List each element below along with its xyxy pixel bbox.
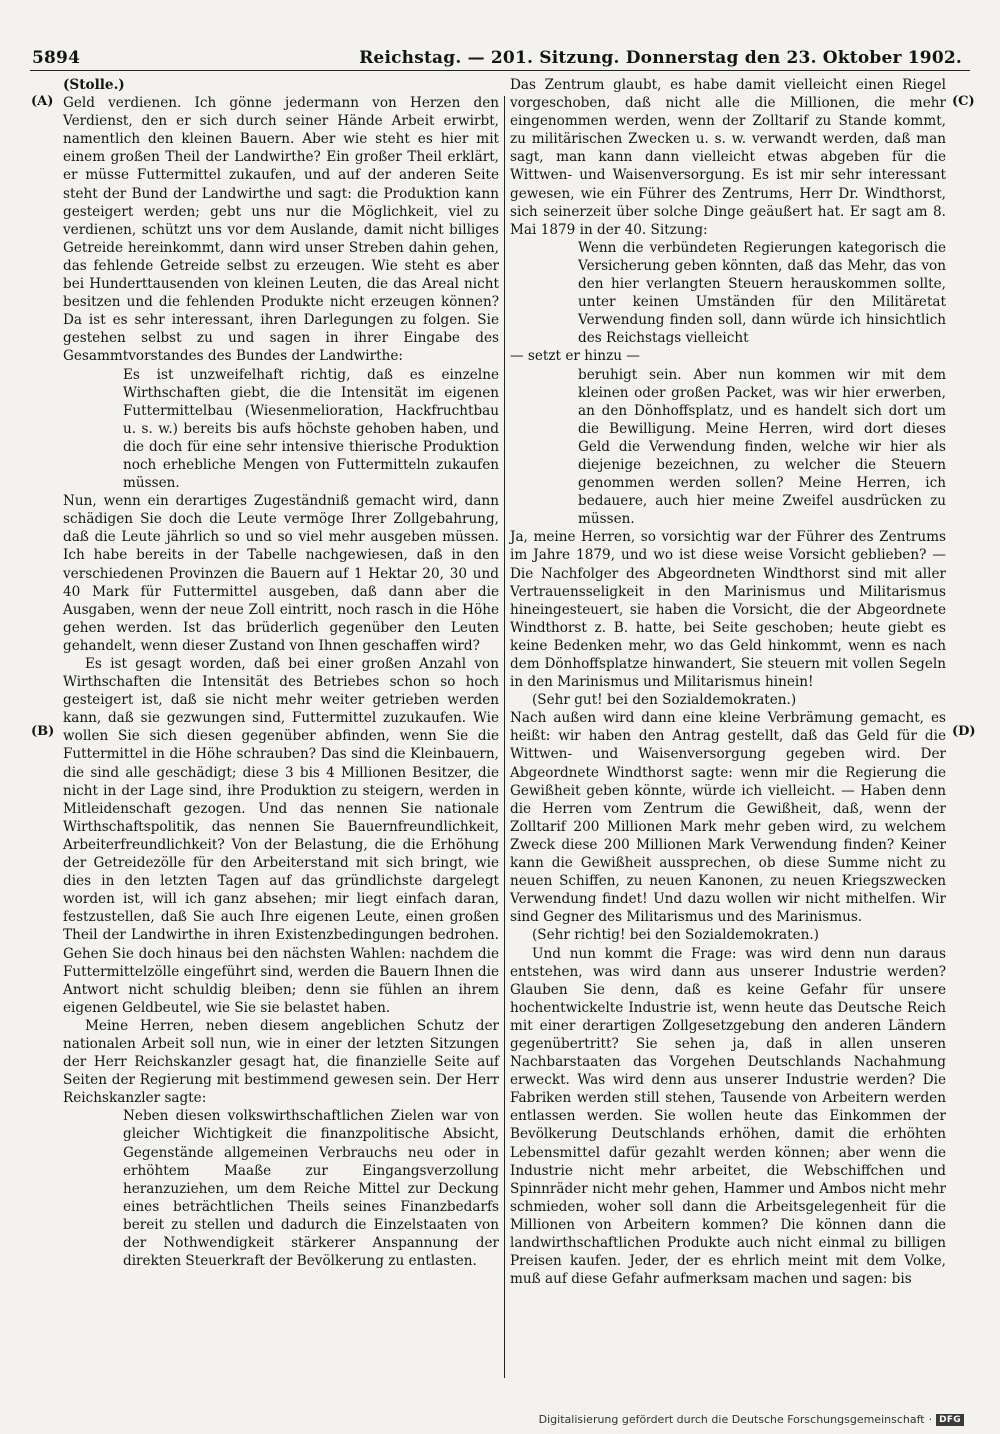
digitization-footer	[539, 1413, 964, 1426]
applause-note: (Sehr gut! bei den Sozialdemokraten.)	[532, 692, 797, 709]
quotation: Neben diesen volkswirthschaftlichen Zielen war von gleicher Wichtigkeit die finanzpolitische Absicht, Gegenstände allgemeinen Verbrauchs neu oder in erhöhtem Maaße zur Eingangsverzollung heranzuziehen, um dem Reiche Mittel zur Deckung eines beträchtlichen Theils seines Finanzbedarfs bereit zu stellen und dadurch die Einzelstaaten von der Nothwendigkeit stärkerer Anspannung der direkten Steuerkraft der Bevölkerung zu entlasten.	[123, 1108, 499, 1270]
applause-note: (Sehr richtig! bei den Sozialdemokraten.)	[532, 927, 819, 944]
speaker-label: (Stolle.)	[63, 77, 125, 93]
column-divider	[504, 96, 505, 1378]
paragraph: Meine Herren, neben diesem angeblichen Schutz der nationalen Arbeit soll nun, wie in einer der letzten Sitzungen der Herr Reichskanzler gesagt hat, die finanzielle Seite auf Seiten der Regierung mit bestimmend gewesen sein. Der Herr Reichskanzler sagte:	[63, 1017, 499, 1107]
margin-marker-c: (C)	[952, 94, 975, 109]
margin-marker-d: (D)	[952, 724, 976, 739]
paragraph: Es ist gesagt worden, daß bei einer großen Anzahl von Wirthschaften die Intensität des Betriebes schon so hoch gesteigert ist, daß sie nicht mehr weiter getrieben werden kann, daß sie gezwungen sind, Futtermittel zuzukaufen. Wie wollen Sie sich diesen gegenüber abfinden, wenn Sie die Futtermittel in die Höhe schrauben? Das sind die Kleinbauern, die sind alle geschädigt; diese 3 bis 4 Millionen Besitzer, die nicht in der Lage sind, ihre Produktion zu steigern, werden in Mitleidenschaft gezogen. Und das nennen Sie nationale Wirthschaftspolitik, das nennen Sie Bauernfreundlichkeit, Arbeiterfreundlichkeit? Von der Belastung, die die Erhöhung der Getreidezölle für den Arbeiterstand mit sich bringt, wie dies in den letzten Tagen auf das gründlichste dargelegt worden ist, will ich ganz absehen; mir liegt einfach daran, festzustellen, daß Sie auch Ihre eigenen Leute, einen großen Theil der Landwirthe in ihren Existenzbedingungen bedrohen. Gehen Sie doch hinaus bei den nächsten Wahlen: nachdem die Futtermittelzölle eingeführt sind, werden die Bauern Ihnen die Antwort nicht schuldig bleiben; denn sie fühlen an ihrem eigenen Geldbeutel, wie Sie sie belastet haben.	[63, 656, 499, 1016]
page-number: 5894	[32, 48, 81, 68]
margin-marker-a: (A)	[31, 94, 54, 109]
dfg-logo-icon: DFG	[936, 1414, 964, 1426]
paragraph: Nach außen wird dann eine kleine Verbrämung gemacht, es heißt: wir haben den Antrag gestellt, daß das Geld für die Wittwen- und Waisenversorgung gegeben wird. Der Abgeordnete Windthorst sagte: wenn mir die Regierung die Gewißheit geben könnte, würde ich vielleicht. — Haben denn die Herren vom Zentrum die Gewißheit, daß, wenn der Zolltarif 200 Millionen Mark mehr geben wird, zu welchem Zweck diese 200 Millionen Mark Verwendung finden? Keiner kann die Gewißheit aussprechen, ob diese Summe nicht zu neuen Schiffen, zu neuen Kanonen, zu neuen Kriegszwecken Verwendung findet! Und dazu wollen wir nicht mithelfen. Wir sind Gegner des Militarismus und des Marinismus.	[510, 710, 946, 926]
paragraph: Das Zentrum glaubt, es habe damit vielleicht einen Riegel vorgeschoben, daß nicht alle die Millionen, die mehr eingenommen werden, wenn der Zolltarif zu Stande kommt, zu militärischen Zwecken u. s. w. verwandt werden, daß man sagt, man kann dann vielleicht etwas abgeben für die Wittwen- und Waisenversorgung. Es ist mir sehr interessant gewesen, wie ein Führer des Zentrums, Herr Dr. Windthorst, sich seinerzeit über solche Dinge geäußert hat. Er sagt am 8. Mai 1879 in der 40. Sitzung:	[510, 77, 946, 238]
separator-dot: ·	[928, 1413, 933, 1426]
paragraph: Nun, wenn ein derartiges Zugeständniß gemacht wird, dann schädigen Sie doch die Leute vermöge Ihrer Zollgebahrung, daß die Leute jährlich so und so viel mehr ausgeben müssen. Ich habe bereits in der Tabelle nachgewiesen, daß in den verschiedenen Provinzen die Bauern auf 1 Hektar 20, 30 und 40 Mark für Futtermittel ausgeben, daß dann aber die Ausgaben, wenn der neue Zoll eintritt, noch rasch in die Höhe gehen werden. Ist das brüderlich gegenüber den Leuten gehandelt, wenn dieser Zustand von Ihnen geschaffen wird?	[63, 493, 499, 654]
quotation: beruhigt sein. Aber nun kommen wir mit dem kleinen oder großen Packet, was wir hier erwerben, an den Dönhoffsplatz, und es handelt sich dort um die Bewilligung. Meine Herren, wird dort dieses Geld die Verwendung finden, welche wir hier als diejenige bezeichnen, zu welcher die Steuern genommen werden sollen? Meine Herren, ich bedauere, auch hier meine Zweifel ausdrücken zu müssen.	[578, 366, 946, 528]
paragraph: Ja, meine Herren, so vorsichtig war der Führer des Zentrums im Jahre 1879, und wo ist diese weise Vorsicht geblieben? — Die Nachfolger des Abgeordneten Windthorst sind mit aller Vertrauensseligkeit in den Marinismus und Militarismus hineingesteuert, sie haben die Vorsicht, die der Abgeordnete Windthorst z. B. hatte, bei Seite geschoben; heute giebt es keine Bedenken mehr, wo das Geld hinkommt, wenn es nach dem Dönhoffsplatze hinwandert, Sie steuern mit vollen Segeln in den Marinismus und Militarismus hinein!	[510, 529, 946, 691]
funding-credit: Digitalisierung gefördert durch die Deutsche Forschungsgemeinschaft	[538, 1413, 925, 1426]
interjection: — setzt er hinzu —	[510, 348, 640, 365]
paragraph: Und nun kommt die Frage: was wird denn nun daraus entstehen, was wird dann aus unserer Industrie werden? Glauben Sie denn, daß es keine Gefahr für unsere hochentwickelte Industrie ist, wenn heute das Deutsche Reich mit einer derartigen Zollgesetzgebung den anderen Ländern gegenübertritt? Sie sehen ja, daß in allen unseren Nachbarstaaten das Vorgehen Deutschlands Nachahmung erweckt. Was wird denn aus unserer Industrie werden? Die Fabriken werden still stehen, Tausende von Arbeitern werden entlassen werden. Sie wollen heute das Einkommen der Bevölkerung Deutschlands erhöhen, damit die erhöhten Lebensmittel dafür gezahlt werden können; aber wenn die Industrie nicht mehr arbeitet, die Webschiffchen und Spinnräder nicht mehr gehen, Hammer und Ambos nicht mehr schmieden, woher soll dann die Arbeitsgelegenheit für die Millionen von Arbeitern kommen? Die können dann die landwirthschaftlichen Produkte auch nicht einmal zu billigen Preisen kaufen. Jeder, der es ehrlich meint mit dem Volke, muß auf diese Gefahr aufmerksam machen und sagen: bis	[510, 945, 946, 1288]
quotation: Es ist unzweifelhaft richtig, daß es einzelne Wirthschaften giebt, die die Intensität im eigenen Futtermittelbau (Wiesenmelioration, Hackfruchtbau u. s. w.) bereits bis aufs höchste gehoben haben, und die doch für eine sehr intensive thierische Produktion noch erhebliche Mengen von Futtermitteln zukaufen müssen.	[123, 366, 499, 492]
page-header	[30, 48, 970, 71]
running-head: Reichstag. — 201. Sitzung. Donnerstag den 23. Oktober 1902.	[359, 48, 962, 68]
quotation: Wenn die verbündeten Regierungen kategorisch die Versicherung geben könnten, daß das Mehr, das von den hier verlangten Steuern herauskommen sollte, unter keinen Umständen für den Militäretat Verwendung finden soll, dann würde ich hinsichtlich des Reichstags vielleicht	[578, 239, 946, 347]
paragraph: Geld verdienen. Ich gönne jedermann von Herzen den Verdienst, den er sich durch seiner Hände Arbeit erwirbt, namentlich den kleinen Bauern. Aber wie steht es hier mit einem großen Theil der Landwirthe? Ein großer Theil erklärt, er müsse Futtermittel zukaufen, und auf der anderen Seite steht der Bund der Landwirthe und sagt: die Produktion kann gesteigert werden; gebt uns nur die Möglichkeit, viel zu verdienen, schützt uns vor dem Auslande, damit nicht billiges Getreide hereinkommt, dann wird unser Streben dahin gehen, das fehlende Getreide selbst zu erzeugen. Wie steht es aber bei Hunderttausenden von kleinen Leuten, die das Areal nicht besitzen und die fehlenden Produkte nicht erzeugen können? Da ist es sehr interessant, ihren Darlegungen zu folgen. Sie gestehen selbst zu und sagen in ihrer Eingabe des Gesammtvorstandes des Bundes der Landwirthe:	[63, 95, 499, 365]
right-column	[510, 76, 946, 1288]
margin-marker-b: (B)	[31, 724, 55, 739]
left-column	[63, 76, 499, 1270]
